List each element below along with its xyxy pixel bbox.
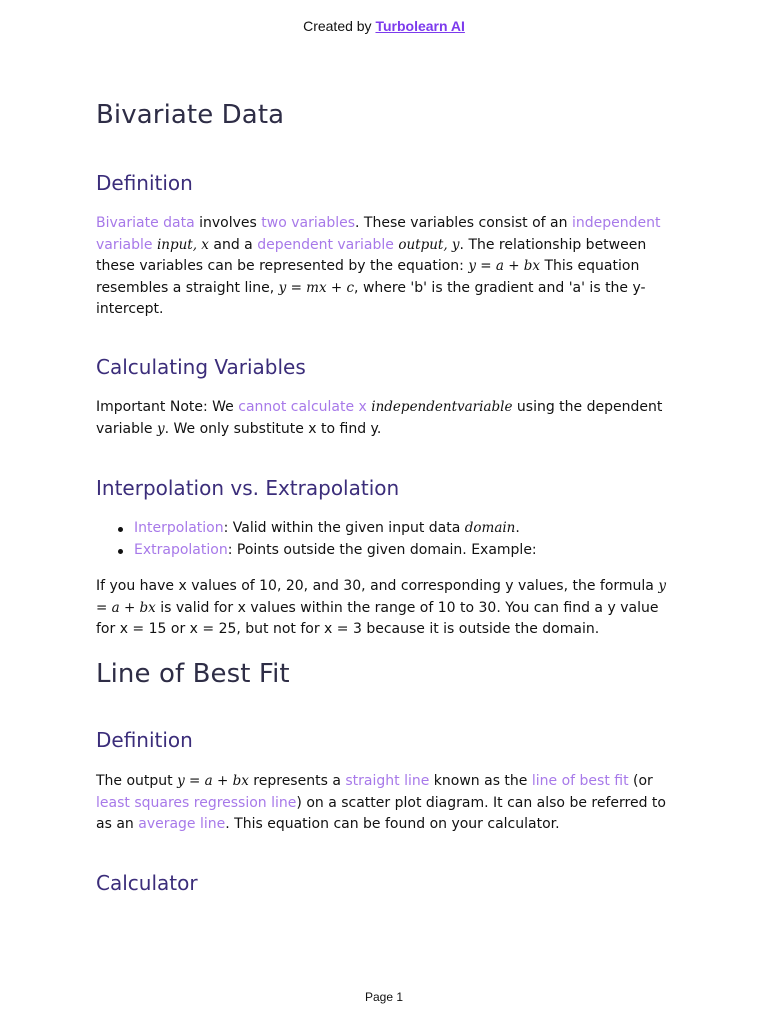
line-of-best-fit-paragraph: The output y = a + bx represents a straight line known as the line of best fit (or least squares regression line) on a scatter plot diagram. It can also be referred to as an average line. This equation can be found on your calculator. [96, 773, 666, 832]
term-straight-line: straight line [345, 773, 430, 789]
title-line-of-best-fit: Line of Best Fit [96, 659, 290, 689]
page-header [0, 18, 768, 34]
term-dependent-variable: dependent variable [257, 236, 394, 253]
list-item-extrapolation: Extrapolation: Points outside the given domain. Example: [116, 540, 676, 562]
math-input-x: input, x [156, 236, 209, 253]
term-extrapolation: Extrapolation [134, 541, 228, 558]
math-y: y [156, 420, 165, 437]
heading-interpolation-extrapolation: Interpolation vs. Extrapolation [96, 476, 400, 500]
math-equation-abx-2: y = a + bx [96, 578, 666, 616]
term-bivariate-data: Bivariate data [96, 215, 195, 231]
heading-calculator: Calculator [96, 871, 198, 895]
term-cannot-calculate-x: cannot calculate x [238, 399, 367, 415]
created-by-text: Created by [303, 18, 376, 34]
math-equation-abx-3: y = a + bx [177, 773, 249, 789]
term-average-line: average line [138, 816, 226, 832]
heading-calculating-variables: Calculating Variables [96, 355, 306, 379]
term-two-variables: two variables [261, 215, 356, 231]
definition-paragraph: Bivariate data involves two variables. These variables consist of an independent variable input, x and a dependent variable output, y. The relationship between these variables can be represented by the equation: y = a + bx This equation resembles a straight line, y = mx + c, where 'b' is the gradient and 'a' is the y-intercept. [96, 215, 661, 317]
heading-definition: Definition [96, 171, 193, 195]
term-interpolation: Interpolation [134, 520, 224, 536]
math-equation-abx: y = a + bx [468, 258, 541, 274]
heading-definition-2: Definition [96, 728, 193, 752]
math-output-y: output, y [398, 236, 460, 253]
math-independent-variable: independentvariable [371, 399, 513, 415]
calculating-paragraph: Important Note: We cannot calculate x independentvariable using the dependent variable y. We only substitute x to find y. [96, 399, 663, 437]
math-equation-mxc: y = mx + c [278, 279, 355, 296]
list-item-interpolation: Interpolation: Valid within the given input data domain. [116, 518, 676, 540]
turbolearn-link[interactable]: Turbolearn AI [375, 18, 465, 34]
math-domain: domain [464, 520, 516, 536]
extrapolation-example-paragraph: If you have x values of 10, 20, and 30, and corresponding y values, the formula y = a + bx is valid for x values within the range of 10 to 30. You can find a y value for x = 15 or x = 25, but not for x = 3 because it is outside the domain. [96, 578, 666, 637]
term-least-squares-regression-line: least squares regression line [96, 794, 297, 811]
term-independent-variable: independent variable [96, 215, 661, 253]
title-bivariate-data: Bivariate Data [96, 100, 285, 130]
page-number: Page 1 [364, 990, 404, 1004]
interpolation-list [116, 518, 676, 561]
term-line-of-best-fit: line of best fit [531, 773, 629, 789]
